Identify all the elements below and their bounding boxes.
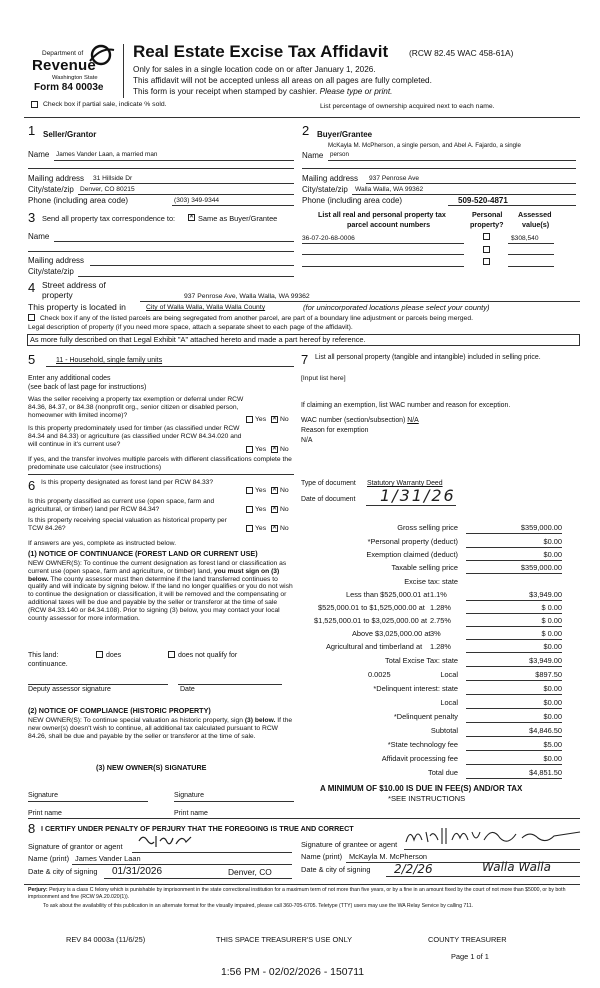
fin-local-value[interactable]: $897.50 — [466, 671, 562, 681]
s6-q2-yes-checkbox[interactable] — [246, 506, 253, 513]
ask-text: To ask about the availability of this publication in an alternate format for the visually impaired, please call 360-705-6705. Teletype (TTY) users may use the WA Relay Service by calling 711. — [43, 903, 474, 909]
fin-gross — [296, 523, 562, 536]
fin-t5-value[interactable]: $0.00 — [466, 643, 562, 653]
segregated-checkbox[interactable] — [28, 314, 35, 321]
buyer-name-line2 — [302, 168, 576, 169]
see-instructions: *SEE INSTRUCTIONS — [388, 794, 466, 803]
assessed-header1: Assessed — [518, 210, 552, 219]
parcels-header2: parcel account numbers — [347, 220, 431, 229]
fin-affidavit-label: Affidavit processing fee — [381, 754, 458, 763]
buyer-city[interactable]: Walla Walla, WA 99362 — [355, 186, 424, 193]
grantee-city[interactable]: Walla Walla — [482, 860, 551, 874]
form-rcw: (RCW 82.45 WAC 458-61A) — [409, 48, 514, 58]
dept-line3: Washington State — [52, 75, 98, 81]
s6-q1-no: No — [280, 487, 289, 494]
page-label: Page 1 of 1 — [451, 952, 489, 961]
does-not-label: does not qualify for — [178, 652, 238, 659]
fin-penalty — [296, 712, 562, 725]
buyer-num: 2 — [302, 123, 310, 138]
seller-name-label: Name — [28, 150, 50, 159]
s6-q1-no-checkbox[interactable] — [271, 487, 278, 494]
ownership-note: List percentage of ownership acquired next to each name. — [320, 103, 495, 110]
deputy-date-line — [178, 684, 282, 685]
s7-input[interactable]: [Input list here] — [301, 375, 346, 382]
fin-penalty-label: *Delinquent penalty — [393, 712, 458, 721]
fin-total-state-label: Total Excise Tax: state — [385, 656, 458, 665]
grantee-sig-label: Signature of grantee or agent — [301, 840, 398, 849]
header-sub3: This form is your receipt when stamped by cashier. Please type or print. — [133, 87, 393, 96]
seller-num: 1 — [28, 123, 36, 138]
corr-name-label: Name — [28, 232, 50, 241]
grantor-name-label: Name (print) — [28, 854, 70, 863]
owner-sig-label1: Signature — [28, 792, 58, 799]
fin-t2-range: $525,000.01 to $1,525,000.00 at — [318, 603, 425, 612]
grantee-date-line — [386, 876, 580, 877]
seller-phone-line — [172, 205, 294, 206]
s6-q1-yes: Yes — [255, 487, 267, 494]
buyer-mail-line — [366, 183, 576, 184]
s6-q2-no-checkbox[interactable] — [271, 506, 278, 513]
seller-mail-label: Mailing address — [28, 174, 85, 183]
located-label: This property is located in — [28, 302, 126, 312]
assessed-row0[interactable]: $308,540 — [511, 235, 539, 242]
buyer-name-line — [328, 160, 576, 161]
fin-taxable-label: Taxable selling price — [391, 563, 458, 572]
grantee-signature-icon[interactable] — [404, 824, 584, 850]
s5-use[interactable]: 11 - Household, single family units — [56, 357, 163, 364]
buyer-heading: Buyer/Grantee — [317, 130, 373, 139]
s6-q1: Is this property designated as forest land per RCW 84.33? — [41, 479, 214, 486]
fin-t4-value[interactable]: $ 0.00 — [466, 630, 562, 640]
corr-line2 — [28, 251, 294, 252]
this-land-label: This land: — [28, 652, 59, 659]
s5-bottom-line — [28, 474, 294, 475]
s5-q2: Is this property predominately used for timber (as classified under RCW 84.34 and 84.33) or agriculture (as classified under RCW 84.34.020 and will continue in it's current use? — [28, 425, 242, 449]
fin-local-label: Local — [440, 670, 458, 679]
legal-label: Legal description of property (if you need more space, attach a separate sheet to each page of the affidavit). — [28, 324, 353, 331]
s5-q1-yes-checkbox[interactable] — [246, 416, 253, 423]
partial-sale-label: Check box if partial sale, indicate % sold. — [43, 101, 167, 108]
seller-heading: Seller/Grantor — [43, 130, 97, 139]
parcel-row0-line — [302, 243, 464, 244]
seller-name-line — [54, 160, 294, 161]
fin-t5 — [296, 642, 562, 655]
fin-tech-value[interactable]: $5.00 — [466, 741, 562, 751]
s6-q2: Is this property classified as current use (open space, farm and agricultural, or timber) land per RCW 84.34? — [28, 498, 215, 514]
doc-date-label: Date of document — [301, 496, 356, 503]
grantor-name[interactable]: James Vander Laan — [75, 854, 141, 863]
grantor-sig-label: Signature of grantor or agent — [28, 842, 123, 851]
corr-name-line — [54, 241, 294, 242]
personal-row0-checkbox[interactable] — [483, 233, 490, 240]
corr-num: 3 — [28, 210, 36, 225]
notice1-text: NEW OWNER(S): To continue the current designation as forest land or classification as current use (open space, farm and agriculture, or timber) land, you must sign on (3) below. The county assessor must then determine if the land transferred continues to qualify and will indicate by signing below. If the land no longer qualifies or you do not wish to continue the designation or classification, it will be removed and the compensating or additional taxes will be due and payable by the seller or transferor at the time of sale (RCW 84.33.140 or 84.34.108). Prior to signing (3) below, you may contact your local county assessor for more information. — [28, 560, 293, 622]
fin-subtotal-label: Subtotal — [430, 726, 458, 735]
owner-sig-line1[interactable] — [28, 801, 148, 802]
seller-mail[interactable]: 31 Hillside Dr — [93, 175, 133, 182]
header-divider — [123, 44, 124, 98]
s8-num: 8 — [28, 821, 36, 836]
wac-label: WAC number (section/subsection) N/A — [301, 417, 419, 424]
reason-value[interactable]: N/A — [301, 437, 313, 444]
legal-box[interactable] — [27, 334, 580, 346]
same-as-buyer-checkbox[interactable] — [188, 214, 195, 221]
fin-t3-rate: 2.75% — [430, 616, 451, 625]
grantor-date-label: Date & city of signing — [28, 867, 98, 876]
personal-header1: Personal — [472, 210, 503, 219]
notice1-title: (1) NOTICE OF CONTINUANCE (FOREST LAND OR CURRENT USE) — [28, 549, 258, 558]
corr-mail-line — [90, 265, 294, 266]
partial-sale-checkbox[interactable] — [31, 101, 38, 108]
footer-line — [24, 884, 580, 885]
s5-q1: Was the seller receiving a property tax exemption or deferral under RCW 84.36, 84.37, or 84.38 (nonprofit org., senior citizen or disabled person, homeowner with limited income)? — [28, 396, 244, 420]
fin-gross-value[interactable]: $359,000.00 — [466, 524, 562, 534]
seller-name-line2 — [28, 168, 294, 169]
s5-codes1: Enter any additional codes — [28, 375, 111, 382]
fin-t4-rate: 3% — [430, 629, 441, 638]
grantee-name[interactable]: McKayla M. McPherson — [349, 852, 428, 861]
personal-row2-checkbox[interactable] — [483, 258, 490, 265]
deputy-line — [28, 684, 168, 685]
doc-type-value[interactable]: Statutory Warranty Deed — [367, 480, 443, 487]
s7-label: List all personal property (tangible and intangible) included in selling price. — [315, 354, 541, 361]
reason-label: Reason for exemption — [301, 427, 369, 434]
s6-q3-no: No — [280, 525, 289, 532]
fin-personal — [296, 537, 562, 550]
continuance-label: continuance. — [28, 661, 68, 668]
fin-t3-value[interactable]: $ 0.00 — [466, 617, 562, 627]
fin-int-state-value[interactable]: $0.00 — [466, 685, 562, 695]
notice2-text: NEW OWNER(S): To continue special valuation as historic property, sign (3) below. If the new owner(s) doesn't wish to continue, all additional tax calculated pursuant to RCW 84.26, shall be due and payable by the seller or transferor at the time of sale. — [28, 717, 293, 740]
s5-q1-no-checkbox[interactable] — [271, 416, 278, 423]
assessed-header2: value(s) — [522, 220, 550, 229]
fin-personal-value[interactable]: $0.00 — [466, 538, 562, 548]
header-sub1: Only for sales in a single location code on or after January 1, 2026. — [133, 65, 376, 74]
form-title: Real Estate Excise Tax Affidavit — [133, 42, 389, 61]
fin-subtotal — [296, 726, 562, 739]
fin-taxable-value[interactable]: $359,000.00 — [466, 564, 562, 574]
doc-type-label: Type of document — [301, 480, 356, 487]
wac-value[interactable]: N/A — [407, 417, 419, 424]
fin-affidavit — [296, 754, 562, 767]
owner-sig-label2: Signature — [174, 792, 204, 799]
s6-q2-no: No — [280, 506, 289, 513]
fin-t1-rate: 1.1% — [430, 590, 447, 599]
s6-q3-yes: Yes — [255, 525, 267, 532]
corr-mail-label: Mailing address — [28, 256, 85, 265]
fin-t3-range: $1,525,000.01 to $3,025,000.00 at — [314, 616, 428, 625]
deputy-label: Deputy assessor signature — [28, 686, 111, 693]
grantor-signature-icon[interactable] — [136, 832, 196, 850]
owner-sig-line2[interactable] — [174, 801, 294, 802]
s6-q2-yes: Yes — [255, 506, 267, 513]
s5-q2-no-checkbox[interactable] — [271, 446, 278, 453]
grantee-name-label: Name (print) — [301, 852, 343, 861]
fin-exempt-value[interactable]: $0.00 — [466, 551, 562, 561]
fin-local-rate: 0.0025 — [368, 670, 391, 679]
fin-total-state-value[interactable]: $3,949.00 — [466, 657, 562, 667]
does-not-checkbox[interactable] — [168, 651, 175, 658]
buyer-mail[interactable]: 937 Penrose Ave — [369, 175, 420, 182]
grantor-sig-line — [132, 852, 292, 853]
doc-date-line — [366, 505, 456, 506]
property-address[interactable]: 937 Penrose Ave, Walla Walla, WA 99362 — [184, 293, 310, 300]
fin-int-local-label: Local — [440, 698, 458, 707]
fin-int-local-value[interactable]: $0.00 — [466, 699, 562, 709]
s6-num: 6 — [28, 478, 36, 493]
s5-q3: If yes, and the transfer involves multiple parcels with different classifications complete the predominate use calculator (see instructions) — [28, 456, 292, 472]
located-value[interactable]: City of Walla Walla, Walla Walla County — [146, 304, 266, 311]
buyer-phone[interactable]: 509-520-4871 — [458, 196, 508, 205]
header-sub2: This affidavit will not be accepted unless all areas on all pages are fully completed. — [133, 76, 432, 85]
personal-row1-checkbox[interactable] — [483, 246, 490, 253]
notice3-title: (3) NEW OWNER(S) SIGNATURE — [96, 763, 207, 772]
fin-exempt-label: Exemption claimed (deduct) — [366, 550, 458, 559]
property-label1: Street address of — [42, 280, 106, 290]
fin-total-state — [296, 656, 562, 669]
buyer-name-1[interactable]: McKayla M. McPherson, a single person, and Abel A. Fajardo, a single — [328, 142, 521, 149]
grantee-sig-line — [404, 849, 580, 850]
s5-use-line — [46, 366, 294, 367]
does-checkbox[interactable] — [96, 651, 103, 658]
segregated-label: Check box if any of the listed parcels are being segregated from another parcel, are part of a boundary line adjustment or parcels being merged. — [40, 315, 473, 322]
fin-tech-label: *State technology fee — [387, 740, 458, 749]
buyer-phone-label: Phone (including area code) — [302, 196, 403, 205]
deputy-date-label: Date — [180, 686, 195, 693]
buyer-city-line — [352, 194, 576, 195]
property-num: 4 — [28, 280, 36, 295]
top-rule — [24, 117, 580, 118]
fin-t3 — [296, 616, 562, 629]
treasurer-use: THIS SPACE TREASURER'S USE ONLY — [216, 935, 353, 944]
fin-t5-rate: 1.28% — [430, 642, 451, 651]
seller-city-line — [78, 194, 294, 195]
located-note: (for unincorporated locations please select your county) — [303, 303, 490, 312]
minimum-note: A MINIMUM OF $10.00 IS DUE IN FEE(S) AND/OR TAX — [320, 784, 523, 793]
fin-exempt — [296, 550, 562, 563]
grantee-date-label: Date & city of signing — [301, 865, 371, 874]
fin-total-label: Total due — [428, 768, 458, 777]
assessed-row0-line — [508, 243, 554, 244]
fin-t1-value[interactable]: $3,949.00 — [466, 591, 562, 601]
buyer-city-label: City/state/zip — [302, 185, 348, 194]
property-address-line — [140, 301, 580, 302]
fin-local — [296, 670, 562, 683]
fin-penalty-value[interactable]: $0.00 — [466, 713, 562, 723]
dept-line1: Department of — [42, 50, 84, 57]
fin-t4 — [296, 629, 562, 642]
buyer-mail-label: Mailing address — [302, 174, 359, 183]
fin-int-state — [296, 684, 562, 697]
s5-codes2: (see back of last page for instructions) — [28, 384, 147, 391]
s5-q1-no: No — [280, 416, 289, 423]
fin-personal-label: *Personal property (deduct) — [367, 537, 458, 546]
doc-date-value[interactable]: 1/31/26 — [380, 486, 456, 505]
fin-t5-range: Agricultural and timberland at — [326, 642, 423, 651]
buyer-name-2[interactable]: person — [330, 151, 349, 158]
s5-q2-yes-checkbox[interactable] — [246, 446, 253, 453]
seller-city[interactable]: Denver, CO 80215 — [80, 186, 135, 193]
seller-phone[interactable]: (303) 349-9344 — [174, 197, 220, 204]
buyer-name-label: Name — [302, 151, 324, 160]
s6-q3-yes-checkbox[interactable] — [246, 525, 253, 532]
corr-city-label: City/state/zip — [28, 267, 74, 276]
grantor-date-line — [104, 878, 292, 879]
s6-q3-no-checkbox[interactable] — [271, 525, 278, 532]
fin-total — [296, 768, 562, 781]
grantor-city[interactable]: Denver, CO — [228, 867, 272, 877]
rev-label: REV 84 0003a (11/6/25) — [66, 935, 146, 944]
seller-phone-label: Phone (including area code) — [28, 196, 129, 205]
s7-exemption: If claiming an exemption, list WAC number and reason for exception. — [301, 402, 511, 409]
seller-name[interactable]: James Vander Laan, a married man — [56, 151, 158, 158]
parcel-row1-line — [302, 254, 464, 255]
property-label2: property — [42, 290, 73, 300]
form-number: Form 84 0003e — [34, 82, 104, 93]
parcel-row2-line — [302, 266, 464, 267]
s8-top-line — [28, 818, 580, 819]
legal-text: As more fully described on that Legal Exhibit "A" attached hereto and made a part hereof by reference. — [30, 335, 366, 344]
personal-header2: property? — [470, 220, 504, 229]
s7-num: 7 — [301, 352, 309, 367]
fin-state-label: Excise tax: state — [404, 577, 458, 586]
s6-q3: Is this property receiving special valuation as historical property per TCW 84.26? — [28, 517, 227, 533]
owner-print-label2: Print name — [174, 810, 208, 817]
same-as-buyer-label: Same as Buyer/Grantee — [198, 214, 278, 223]
corr-city-line — [78, 276, 294, 277]
fin-taxable — [296, 563, 562, 576]
fin-subtotal-value[interactable]: $4,846.50 — [466, 727, 562, 737]
perjury-text: Perjury: Perjury is a class C felony which is punishable by imprisonment in the state correctional institution for a maximum term of not more than five years, or by a fine in an amount fixed by the court of not more than $5000, or by both imprisonment and fine (RCW 9A.20.020(1)). — [28, 887, 566, 900]
fin-t2-rate: 1.28% — [430, 603, 451, 612]
fin-gross-label: Gross selling price — [397, 523, 458, 532]
county-treasurer: COUNTY TREASURER — [428, 935, 507, 944]
assessed-row2-line — [508, 266, 554, 267]
fin-t1 — [296, 590, 562, 603]
s5-q2-no: No — [280, 446, 289, 453]
s8-cert: I CERTIFY UNDER PENALTY OF PERJURY THAT THE FOREGOING IS TRUE AND CORRECT — [41, 824, 354, 833]
notice2-title: (2) NOTICE OF COMPLIANCE (HISTORIC PROPERTY) — [28, 706, 211, 715]
corr-label: Send all property tax correspondence to: — [42, 214, 176, 223]
owner-print-label1: Print name — [28, 810, 62, 817]
assessed-row1-line — [508, 254, 554, 255]
fin-t2-value[interactable]: $ 0.00 — [466, 604, 562, 614]
fin-affidavit-value[interactable]: $0.00 — [466, 755, 562, 765]
fin-int-local — [296, 698, 562, 711]
fin-state-head — [296, 577, 562, 590]
s5-q2-yes: Yes — [255, 446, 267, 453]
s5-num: 5 — [28, 352, 36, 367]
fin-tech — [296, 740, 562, 753]
fin-t2 — [296, 603, 562, 616]
buyer-phone-line — [448, 205, 576, 206]
seller-city-label: City/state/zip — [28, 185, 74, 194]
s5-q1-yes: Yes — [255, 416, 267, 423]
dept-line2: Revenue — [32, 57, 96, 74]
fin-t4-range: Above $3,025,000.00 at — [352, 629, 431, 638]
grantor-date[interactable]: 01/31/2026 — [112, 866, 163, 877]
does-label: does — [106, 652, 122, 659]
fin-t1-range: Less than $525,000.01 at — [346, 590, 430, 599]
s6-note: If answers are yes, complete as instructed below. — [28, 540, 177, 547]
fin-int-state-label: *Delinquent interest: state — [373, 684, 458, 693]
grantee-date[interactable]: 2/2/26 — [394, 862, 433, 876]
fin-total-value[interactable]: $4,851.50 — [466, 769, 562, 779]
seller-mail-line — [90, 183, 294, 184]
timestamp-stamp: 1:56 PM - 02/02/2026 - 150711 — [221, 967, 365, 978]
s6-q1-yes-checkbox[interactable] — [246, 487, 253, 494]
grantor-name-line — [72, 864, 292, 865]
parcels-header1: List all real and personal property tax — [318, 210, 446, 219]
parcel-row0[interactable]: 36-07-20-68-0006 — [302, 235, 355, 242]
